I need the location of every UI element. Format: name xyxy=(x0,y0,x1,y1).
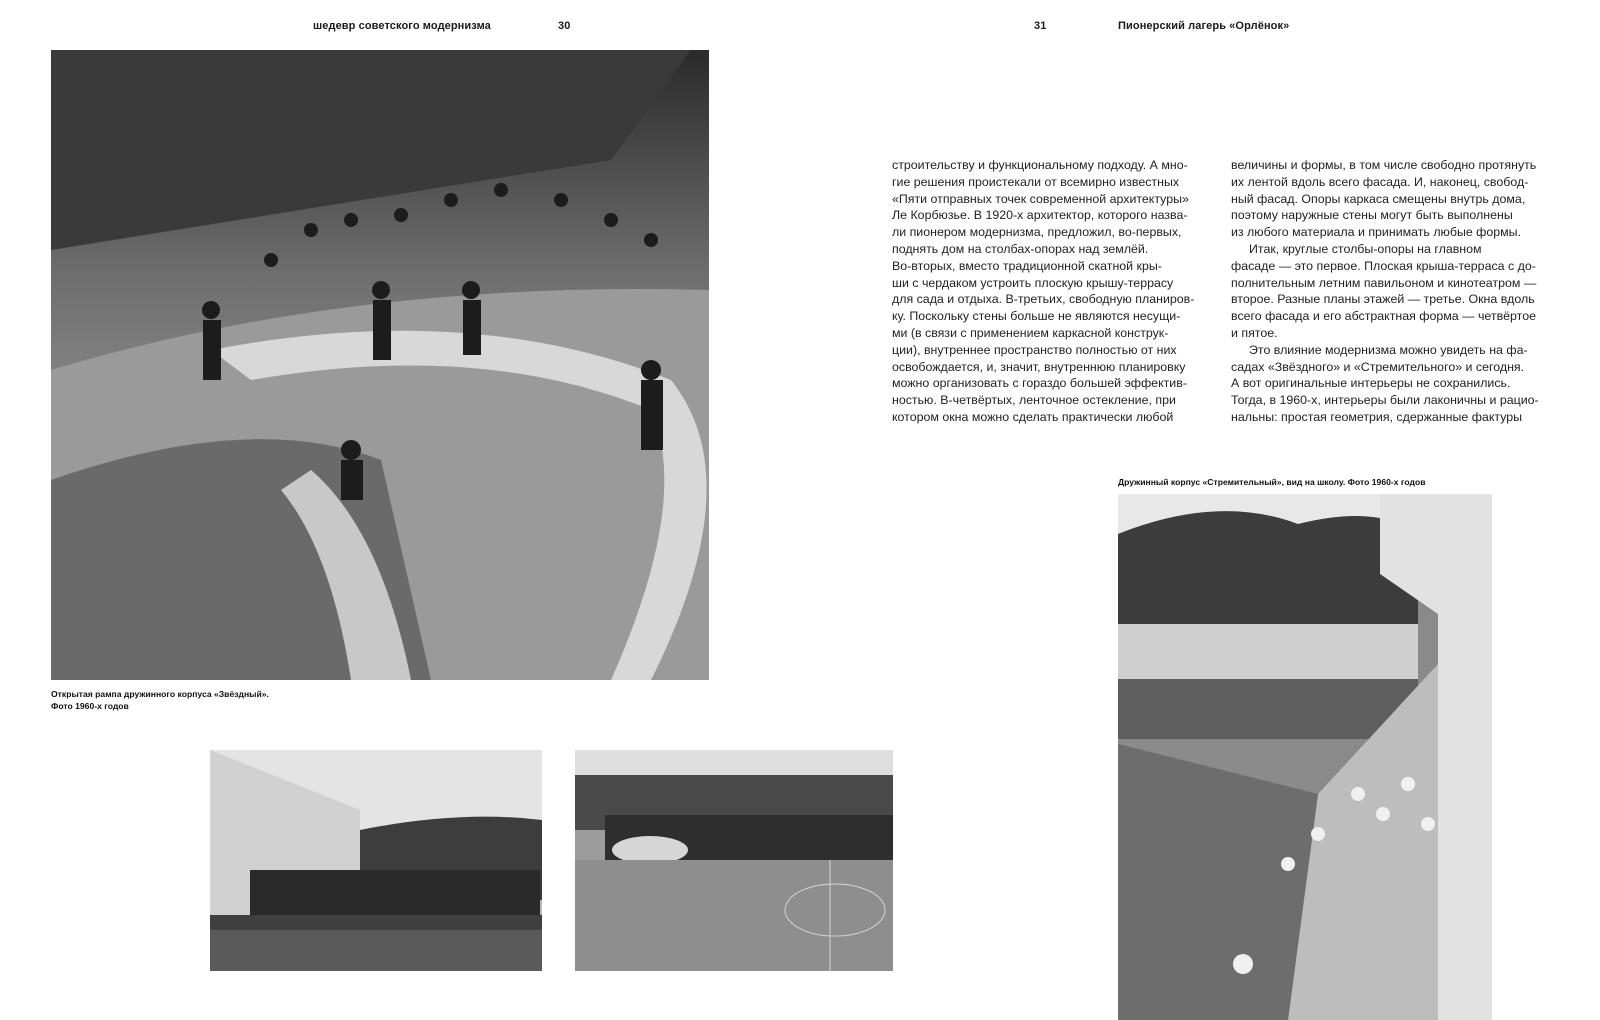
text-line: всего фасада и его абстрактная форма — четвёртое xyxy=(1231,309,1536,324)
main-photo-ramp xyxy=(51,50,709,680)
text-line: А вот оригинальные интерьеры не сохранились. xyxy=(1231,376,1511,391)
right-running-title: Пионерский лагерь «Орлёнок» xyxy=(1118,20,1290,32)
caption-main-line2: Фото 1960-х годов xyxy=(51,701,129,711)
caption-main-photo xyxy=(51,688,371,712)
text-line: ми (в связи с применением каркасной конструк- xyxy=(892,325,1169,340)
caption-right-photo: Дружинный корпус «Стремительный», вид на школу. Фото 1960-х годов xyxy=(1118,477,1426,487)
text-line: «Пяти отправных точек современной архитектуры» xyxy=(892,191,1189,206)
text-line: поднять дом на столбах-опорах над землёй. xyxy=(892,241,1149,256)
text-line: и пятое. xyxy=(1231,325,1278,340)
text-line: садах «Звёздного» и «Стремительного» и сегодня. xyxy=(1231,359,1525,374)
photo-strem-corps xyxy=(1118,494,1492,1020)
text-line: ши с чердаком устроить плоскую крышу-террасу xyxy=(892,275,1174,290)
text-line: нальны: простая геометрия, сдержанные фактуры xyxy=(1231,409,1523,424)
text-line: Это влияние модернизма можно увидеть на фа- xyxy=(1249,342,1528,357)
text-line: ностью. В-четвёртых, ленточное остекление, при xyxy=(892,393,1176,408)
text-line: ку. Поскольку стены больше не являются несущи- xyxy=(892,309,1181,324)
left-page-number: 30 xyxy=(558,20,571,32)
body-text-column-1 xyxy=(892,157,1214,426)
text-line: Во-вторых, вместо традиционной скатной кры- xyxy=(892,258,1162,273)
text-line: полнительным летним павильоном и кинотеатром — xyxy=(1231,275,1537,290)
caption-main-line1: Открытая рампа дружинного корпуса «Звёздный». xyxy=(51,689,269,699)
right-page-number: 31 xyxy=(1034,20,1047,32)
text-line: их лентой вдоль всего фасада. И, наконец, свобод- xyxy=(1231,174,1529,189)
text-line: для сада и отдыха. В-третьих, свободную планиров- xyxy=(892,292,1195,307)
text-line: строительству и функциональному подходу. А мно- xyxy=(892,158,1188,172)
left-running-title: шедевр советского модернизма xyxy=(313,20,491,32)
text-line: ции), внутреннее пространство полностью от них xyxy=(892,342,1177,357)
text-line: ли пионером модернизма, предложил, во-первых, xyxy=(892,225,1182,240)
text-line: из любого материала и принимать любые формы. xyxy=(1231,225,1522,240)
text-line: гие решения проистекали от всемирно известных xyxy=(892,174,1180,189)
photo-group-building xyxy=(210,750,542,971)
text-line: Ле Корбюзье. В 1920-х архитектор, которого назва- xyxy=(892,208,1188,223)
text-line: Итак, круглые столбы-опоры на главном xyxy=(1249,241,1482,256)
text-line: Тогда, в 1960-х, интерьеры были лаконичны и рацио- xyxy=(1231,393,1539,408)
text-line: ный фасад. Опоры каркаса смещены внутрь дома, xyxy=(1231,191,1526,206)
text-line: фасаде — это первое. Плоская крыша-терраса с до- xyxy=(1231,258,1536,273)
text-line: величины и формы, в том числе свободно протянуть xyxy=(1231,158,1537,172)
text-line: поэтому наружные стены могут быть выполнены xyxy=(1231,208,1513,223)
text-line: можно организовать с гораздо большей эффектив- xyxy=(892,376,1187,391)
text-line: освобождается, и, значит, внутреннюю планировку xyxy=(892,359,1186,374)
body-text-column-2 xyxy=(1231,157,1571,426)
photo-circle-yard xyxy=(575,750,893,971)
text-line: второе. Разные планы этажей — третье. Окна вдоль xyxy=(1231,292,1535,307)
text-line: котором окна можно сделать практически любой xyxy=(892,409,1174,424)
